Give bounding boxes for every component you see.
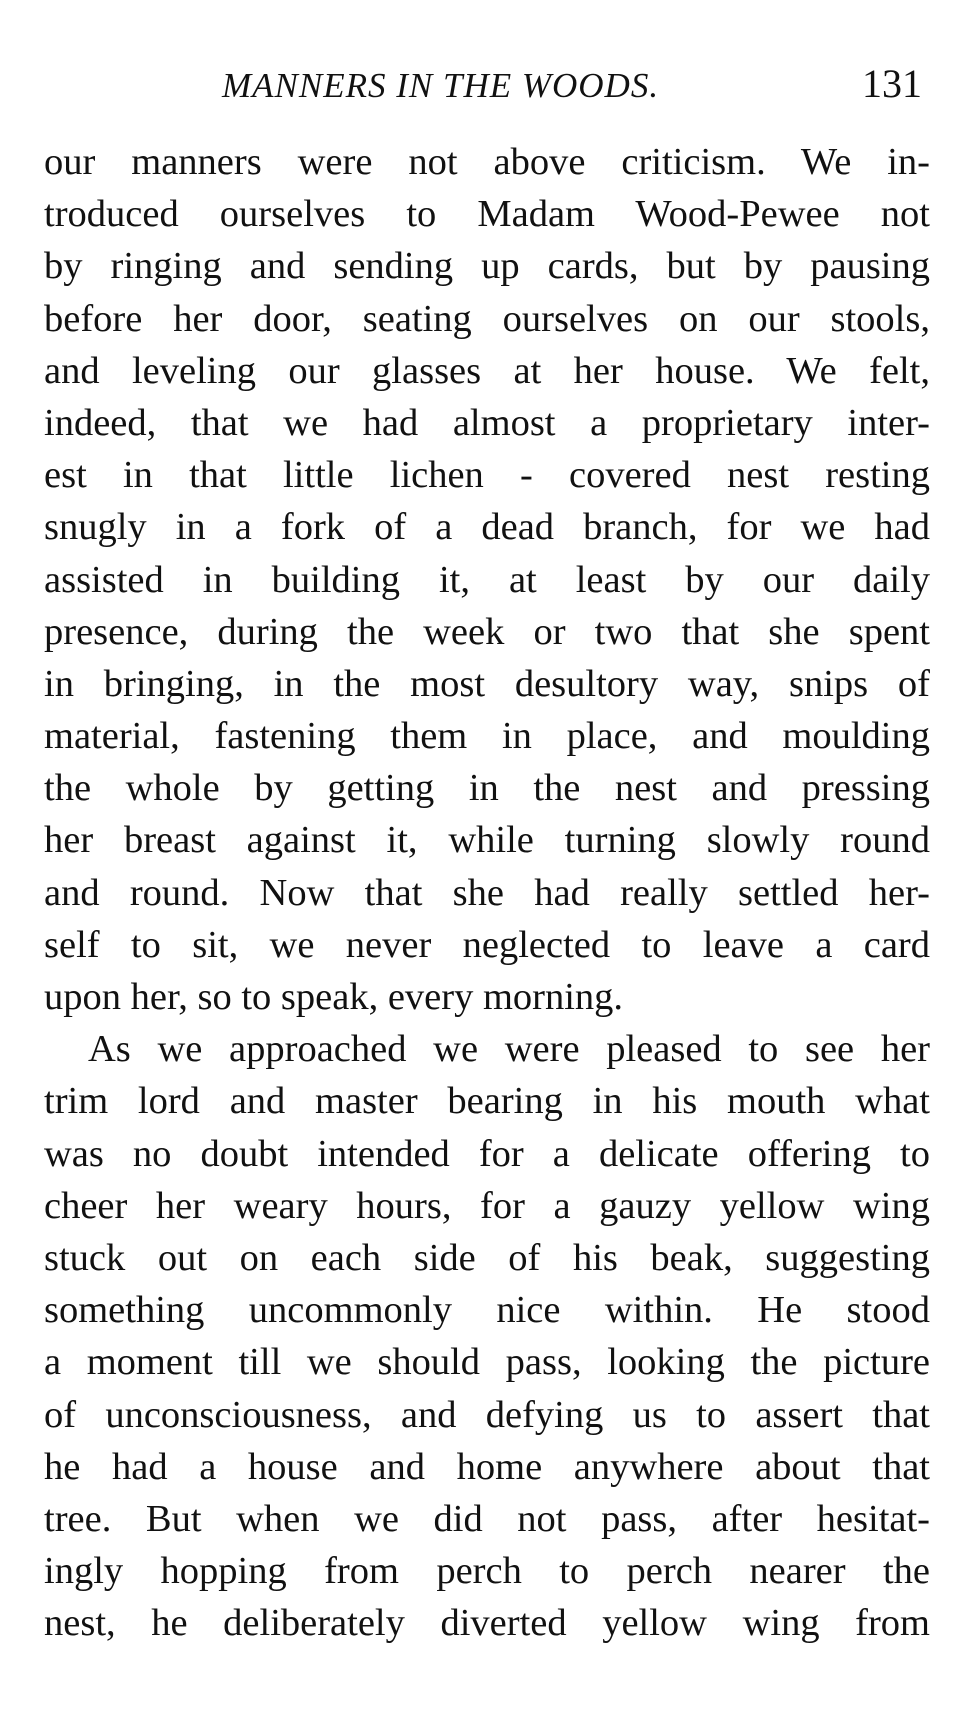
text-line: before her door, seating ourselves on our stools, bbox=[44, 297, 930, 340]
text-line: troduced ourselves to Madam Wood-Pewee not bbox=[44, 193, 930, 236]
text-line: he had a house and home anywhere about that bbox=[44, 1445, 930, 1488]
text-line: indeed, that we had almost a proprietary inter- bbox=[44, 401, 930, 444]
text-line: upon her, so to speak, every morning. bbox=[44, 976, 624, 1018]
text-line: est in that little lichen - covered nest resting bbox=[44, 454, 930, 497]
text-line: in bringing, in the most desultory way, snips of bbox=[44, 662, 930, 705]
text-line: was no doubt intended for a delicate offering to bbox=[44, 1132, 930, 1175]
text-line: ingly hopping from perch to perch nearer the bbox=[44, 1550, 930, 1593]
page-header bbox=[44, 58, 930, 108]
page-number: 131 bbox=[862, 61, 922, 106]
paragraph-1 bbox=[44, 136, 930, 1023]
text-line: assisted in building it, at least by our daily bbox=[44, 558, 930, 601]
text-line: of unconsciousness, and defying us to assert that bbox=[44, 1393, 930, 1436]
text-line: and leveling our glasses at her house. We felt, bbox=[44, 349, 930, 392]
text-line: material, fastening them in place, and moulding bbox=[44, 715, 930, 758]
text-line: trim lord and master bearing in his mouth what bbox=[44, 1080, 930, 1123]
text-line: cheer her weary hours, for a gauzy yellow wing bbox=[44, 1184, 930, 1227]
text-line: her breast against it, while turning slowly round bbox=[44, 819, 930, 862]
text-line: a moment till we should pass, looking the picture bbox=[44, 1341, 930, 1384]
text-line: by ringing and sending up cards, but by pausing bbox=[44, 245, 930, 288]
text-line: nest, he deliberately diverted yellow wing from bbox=[44, 1602, 930, 1645]
text-line: snugly in a fork of a dead branch, for we had bbox=[44, 506, 930, 549]
text-line: and round. Now that she had really settled her- bbox=[44, 871, 930, 914]
running-title: MANNERS IN THE WOODS. bbox=[222, 66, 660, 105]
text-line: the whole by getting in the nest and pressing bbox=[44, 767, 930, 810]
text-line: presence, during the week or two that she spent bbox=[44, 610, 930, 653]
text-line: As we approached we were pleased to see her bbox=[88, 1028, 930, 1071]
text-line: something uncommonly nice within. He stood bbox=[44, 1289, 930, 1332]
text-line: tree. But when we did not pass, after hesitat- bbox=[44, 1497, 930, 1540]
body-text bbox=[44, 136, 930, 1649]
text-line: stuck out on each side of his beak, suggesting bbox=[44, 1236, 930, 1279]
text-line: our manners were not above criticism. We in- bbox=[44, 141, 930, 183]
text-line: self to sit, we never neglected to leave a card bbox=[44, 923, 930, 966]
paragraph-2 bbox=[44, 1023, 930, 1649]
